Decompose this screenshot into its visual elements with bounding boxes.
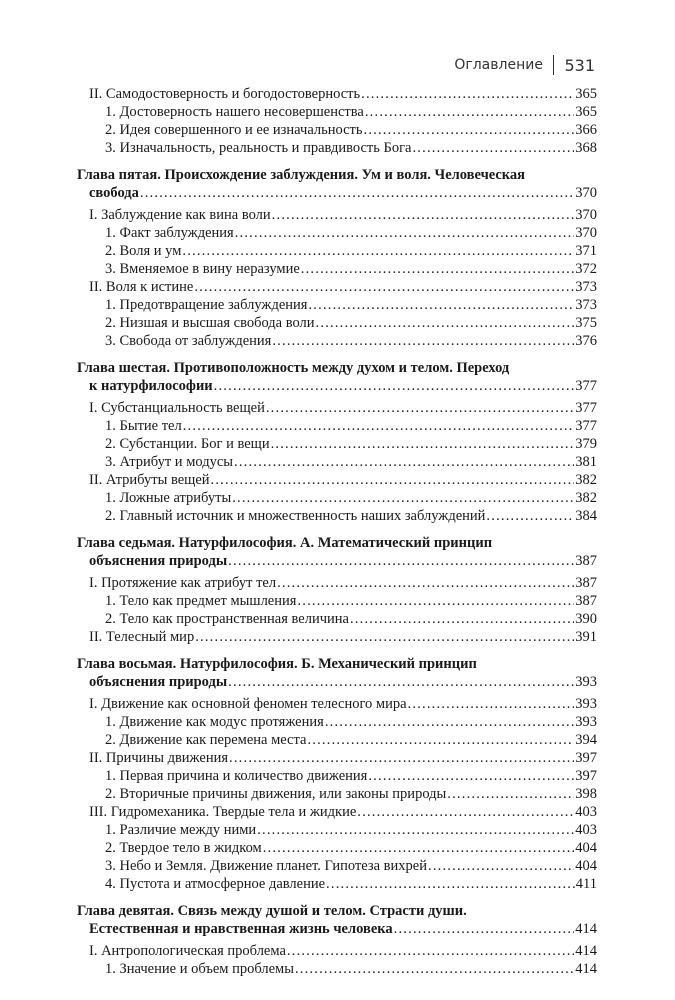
chapter-page-number: 414 xyxy=(575,921,597,937)
entry-page-number: 365 xyxy=(575,86,597,102)
dot-leader xyxy=(297,592,574,610)
dot-leader xyxy=(195,628,574,646)
entry-page-number: 379 xyxy=(575,436,597,452)
entry-title: 1. Предотвращение заблуждения xyxy=(105,297,308,313)
toc-section-entry xyxy=(77,574,597,592)
toc-subsection-entry xyxy=(77,731,597,749)
entry-page-number: 373 xyxy=(575,279,597,295)
toc-section-entry xyxy=(77,471,597,489)
toc-subsection-entry xyxy=(77,296,597,314)
entry-title: II. Самодостоверность и богодостоверность xyxy=(89,86,361,102)
chapter-title-line-1: Глава седьмая. Натурфилософия. А. Математический принцип xyxy=(77,535,493,551)
entry-title: III. Гидромеханика. Твердые тела и жидкие xyxy=(89,804,357,820)
entry-page-number: 411 xyxy=(575,876,597,892)
dot-leader xyxy=(232,489,574,507)
entry-page-number: 397 xyxy=(575,768,597,784)
chapter-title-line-1: Глава шестая. Противоположность между духом и телом. Переход xyxy=(77,360,510,376)
toc-section-entry xyxy=(77,695,597,713)
dot-leader xyxy=(325,713,574,731)
entry-title: 2. Вторичные причины движения, или законы природы xyxy=(105,786,447,802)
toc-subsection-entry xyxy=(77,592,597,610)
toc-subsection-entry xyxy=(77,875,597,893)
dot-leader xyxy=(316,314,575,332)
chapter-title-line-1: Глава девятая. Связь между душой и телом. Страсти души. xyxy=(77,903,467,919)
entry-title: 2. Твердое тело в жидком xyxy=(105,840,262,856)
toc-subsection-entry xyxy=(77,767,597,785)
toc-chapter-heading xyxy=(77,902,597,938)
toc-section-entry xyxy=(77,803,597,821)
dot-leader xyxy=(271,435,575,453)
toc-chapter-heading xyxy=(77,655,597,691)
dot-leader xyxy=(228,552,574,570)
dot-leader xyxy=(301,260,574,278)
dot-leader xyxy=(447,785,574,803)
entry-page-number: 414 xyxy=(575,943,597,959)
toc-chapter-heading xyxy=(77,166,597,202)
entry-page-number: 368 xyxy=(575,140,597,156)
entry-title: 1. Ложные атрибуты xyxy=(105,490,232,506)
entry-title: 1. Первая причина и количество движения xyxy=(105,768,368,784)
entry-title: 2. Низшая и высшая свобода воли xyxy=(105,315,315,331)
toc-section-entry xyxy=(77,628,597,646)
toc-subsection-entry xyxy=(77,121,597,139)
entry-title: 1. Движение как модус протяжения xyxy=(105,714,324,730)
table-of-contents xyxy=(77,85,597,978)
chapter-title-line-2: объяснения природы xyxy=(89,553,228,569)
entry-page-number: 404 xyxy=(575,858,597,874)
toc-subsection-entry xyxy=(77,224,597,242)
entry-page-number: 384 xyxy=(575,508,597,524)
entry-page-number: 390 xyxy=(575,611,597,627)
entry-title: 1. Различие между ними xyxy=(105,822,257,838)
toc-subsection-entry xyxy=(77,610,597,628)
entry-title: 2. Главный источник и множественность наших заблуждений xyxy=(105,508,486,524)
dot-leader xyxy=(277,574,574,592)
entry-page-number: 387 xyxy=(575,593,597,609)
dot-leader xyxy=(266,399,574,417)
entry-page-number: 373 xyxy=(575,297,597,313)
entry-page-number: 382 xyxy=(575,472,597,488)
toc-section-entry xyxy=(77,85,597,103)
entry-title: 4. Пустота и атмосферное давление xyxy=(105,876,326,892)
entry-title: II. Воля к истине xyxy=(89,279,194,295)
entry-title: 1. Бытие тел xyxy=(105,418,182,434)
chapter-title-line-2: свобода xyxy=(89,185,139,201)
chapter-title-line-1: Глава пятая. Происхождение заблуждения. Ум и воля. Человеческая xyxy=(77,167,526,183)
dot-leader xyxy=(394,920,575,938)
dot-leader xyxy=(263,839,575,857)
entry-page-number: 375 xyxy=(575,315,597,331)
entry-page-number: 372 xyxy=(575,261,597,277)
toc-chapter-heading xyxy=(77,359,597,395)
dot-leader xyxy=(228,673,574,691)
entry-title: I. Субстанциальность вещей xyxy=(89,400,265,416)
entry-page-number: 377 xyxy=(575,400,597,416)
toc-section-entry xyxy=(77,942,597,960)
entry-title: 3. Изначальность, реальность и правдивость Бога xyxy=(105,140,412,156)
entry-page-number: 376 xyxy=(575,333,597,349)
entry-title: II. Причины движения xyxy=(89,750,229,766)
toc-subsection-entry xyxy=(77,839,597,857)
page-number: 531 xyxy=(564,55,595,75)
dot-leader xyxy=(229,749,574,767)
entry-page-number: 365 xyxy=(575,104,597,120)
entry-title: I. Антропологическая проблема xyxy=(89,943,286,959)
dot-leader xyxy=(272,332,574,350)
dot-leader xyxy=(140,184,574,202)
dot-leader xyxy=(428,857,574,875)
dot-leader xyxy=(308,296,574,314)
toc-section-entry xyxy=(77,278,597,296)
entry-title: 1. Факт заблуждения xyxy=(105,225,234,241)
running-header xyxy=(454,55,595,75)
dot-leader xyxy=(326,875,575,893)
toc-subsection-entry xyxy=(77,139,597,157)
dot-leader xyxy=(412,139,574,157)
entry-title: 1. Достоверность нашего несовершенства xyxy=(105,104,364,120)
entry-page-number: 398 xyxy=(575,786,597,802)
entry-page-number: 391 xyxy=(575,629,597,645)
toc-subsection-entry xyxy=(77,332,597,350)
entry-page-number: 397 xyxy=(575,750,597,766)
entry-title: 3. Свобода от заблуждения xyxy=(105,333,272,349)
entry-page-number: 377 xyxy=(575,418,597,434)
chapter-page-number: 370 xyxy=(575,185,597,201)
dot-leader xyxy=(357,803,574,821)
entry-title: 3. Вменяемое в вину неразумие xyxy=(105,261,300,277)
toc-subsection-entry xyxy=(77,314,597,332)
toc-section-entry xyxy=(77,399,597,417)
entry-page-number: 370 xyxy=(575,207,597,223)
entry-page-number: 393 xyxy=(575,714,597,730)
chapter-title-line-1: Глава восьмая. Натурфилософия. Б. Механический принцип xyxy=(77,656,477,672)
dot-leader xyxy=(214,377,575,395)
dot-leader xyxy=(183,417,575,435)
dot-leader xyxy=(368,767,574,785)
entry-page-number: 371 xyxy=(575,243,597,259)
toc-subsection-entry xyxy=(77,103,597,121)
entry-title: 2. Движение как перемена места xyxy=(105,732,307,748)
dot-leader xyxy=(361,85,574,103)
chapter-title-line-2: Естественная и нравственная жизнь человека xyxy=(89,921,393,937)
entry-title: 2. Идея совершенного и ее изначальность xyxy=(105,122,363,138)
chapter-page-number: 387 xyxy=(575,553,597,569)
entry-page-number: 414 xyxy=(575,961,597,977)
running-header-title: Оглавление xyxy=(454,57,543,73)
entry-title: I. Заблуждение как вина воли xyxy=(89,207,271,223)
toc-subsection-entry xyxy=(77,960,597,978)
entry-title: I. Движение как основной феномен телесного мира xyxy=(89,696,407,712)
toc-subsection-entry xyxy=(77,821,597,839)
dot-leader xyxy=(408,695,575,713)
entry-page-number: 382 xyxy=(575,490,597,506)
entry-title: 2. Воля и ум xyxy=(105,243,182,259)
dot-leader xyxy=(287,942,574,960)
toc-subsection-entry xyxy=(77,417,597,435)
chapter-page-number: 377 xyxy=(575,378,597,394)
dot-leader xyxy=(365,103,574,121)
dot-leader xyxy=(307,731,574,749)
chapter-page-number: 393 xyxy=(575,674,597,690)
entry-page-number: 403 xyxy=(575,804,597,820)
toc-section-entry xyxy=(77,749,597,767)
header-separator xyxy=(553,55,555,75)
dot-leader xyxy=(350,610,574,628)
entry-page-number: 404 xyxy=(575,840,597,856)
toc-subsection-entry xyxy=(77,507,597,525)
chapter-title-line-2: к натурфилософии xyxy=(89,378,213,394)
entry-title: 1. Значение и объем проблемы xyxy=(105,961,294,977)
toc-subsection-entry xyxy=(77,489,597,507)
entry-page-number: 394 xyxy=(575,732,597,748)
entry-title: I. Протяжение как атрибут тел xyxy=(89,575,277,591)
entry-page-number: 403 xyxy=(575,822,597,838)
toc-subsection-entry xyxy=(77,453,597,471)
chapter-title-line-2: объяснения природы xyxy=(89,674,228,690)
dot-leader xyxy=(182,242,574,260)
dot-leader xyxy=(194,278,574,296)
dot-leader xyxy=(272,206,575,224)
toc-subsection-entry xyxy=(77,435,597,453)
entry-page-number: 387 xyxy=(575,575,597,591)
toc-subsection-entry xyxy=(77,260,597,278)
dot-leader xyxy=(295,960,574,978)
dot-leader xyxy=(235,224,575,242)
entry-page-number: 381 xyxy=(575,454,597,470)
dot-leader xyxy=(234,453,574,471)
toc-subsection-entry xyxy=(77,857,597,875)
entry-title: II. Телесный мир xyxy=(89,629,195,645)
dot-leader xyxy=(211,471,575,489)
entry-title: 3. Атрибут и модусы xyxy=(105,454,234,470)
entry-title: II. Атрибуты вещей xyxy=(89,472,210,488)
toc-subsection-entry xyxy=(77,713,597,731)
entry-title: 1. Тело как предмет мышления xyxy=(105,593,297,609)
toc-chapter-heading xyxy=(77,534,597,570)
entry-title: 3. Небо и Земля. Движение планет. Гипотеза вихрей xyxy=(105,858,427,874)
toc-section-entry xyxy=(77,206,597,224)
dot-leader xyxy=(486,507,574,525)
entry-page-number: 370 xyxy=(575,225,597,241)
toc-subsection-entry xyxy=(77,785,597,803)
entry-page-number: 366 xyxy=(575,122,597,138)
entry-page-number: 393 xyxy=(575,696,597,712)
dot-leader xyxy=(257,821,574,839)
dot-leader xyxy=(364,121,575,139)
entry-title: 2. Тело как пространственная величина xyxy=(105,611,349,627)
toc-subsection-entry xyxy=(77,242,597,260)
entry-title: 2. Субстанции. Бог и вещи xyxy=(105,436,270,452)
